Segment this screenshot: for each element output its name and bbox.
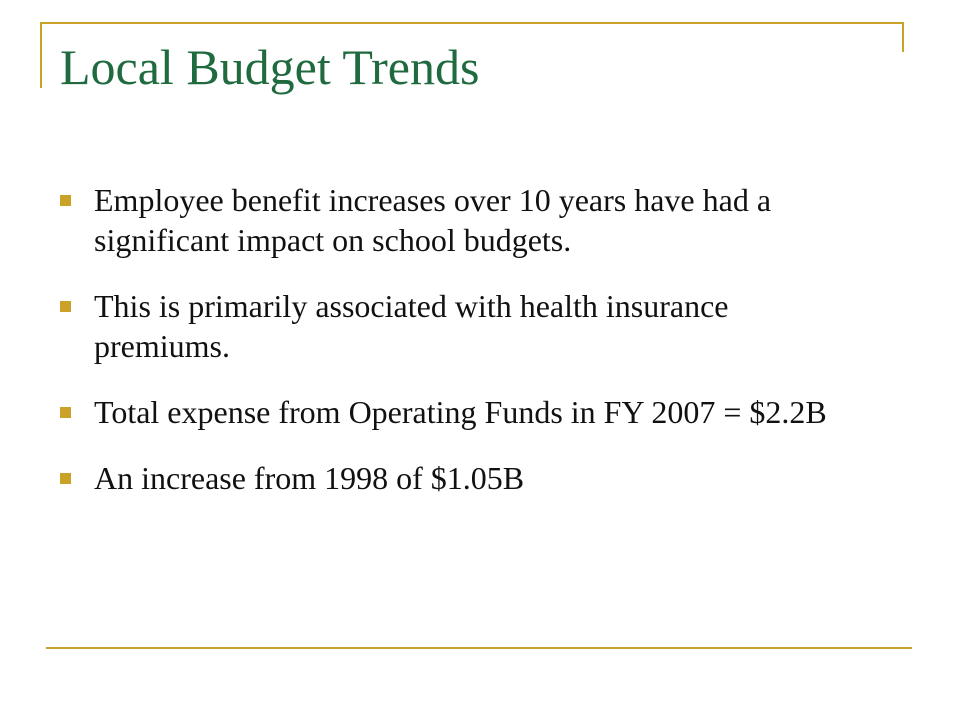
frame-left-line	[40, 22, 42, 88]
square-bullet-icon	[60, 195, 71, 206]
bullet-text: Total expense from Operating Funds in FY 2007 = $2.2B	[94, 394, 827, 430]
square-bullet-icon	[60, 301, 71, 312]
frame-right-line	[902, 22, 904, 52]
bullet-list	[60, 180, 870, 524]
frame-bottom-line	[46, 647, 912, 649]
bullet-item	[60, 286, 870, 366]
bullet-item	[60, 392, 870, 432]
bullet-text: Employee benefit increases over 10 years have had a significant impact on school budgets.	[94, 182, 772, 258]
slide-title: Local Budget Trends	[60, 39, 480, 95]
square-bullet-icon	[60, 473, 71, 484]
bullet-text: This is primarily associated with health insurance premiums.	[94, 288, 729, 364]
square-bullet-icon	[60, 407, 71, 418]
bullet-item	[60, 458, 870, 498]
frame-top-line	[40, 22, 904, 24]
bullet-text: An increase from 1998 of $1.05B	[94, 460, 525, 496]
bullet-item	[60, 180, 870, 260]
